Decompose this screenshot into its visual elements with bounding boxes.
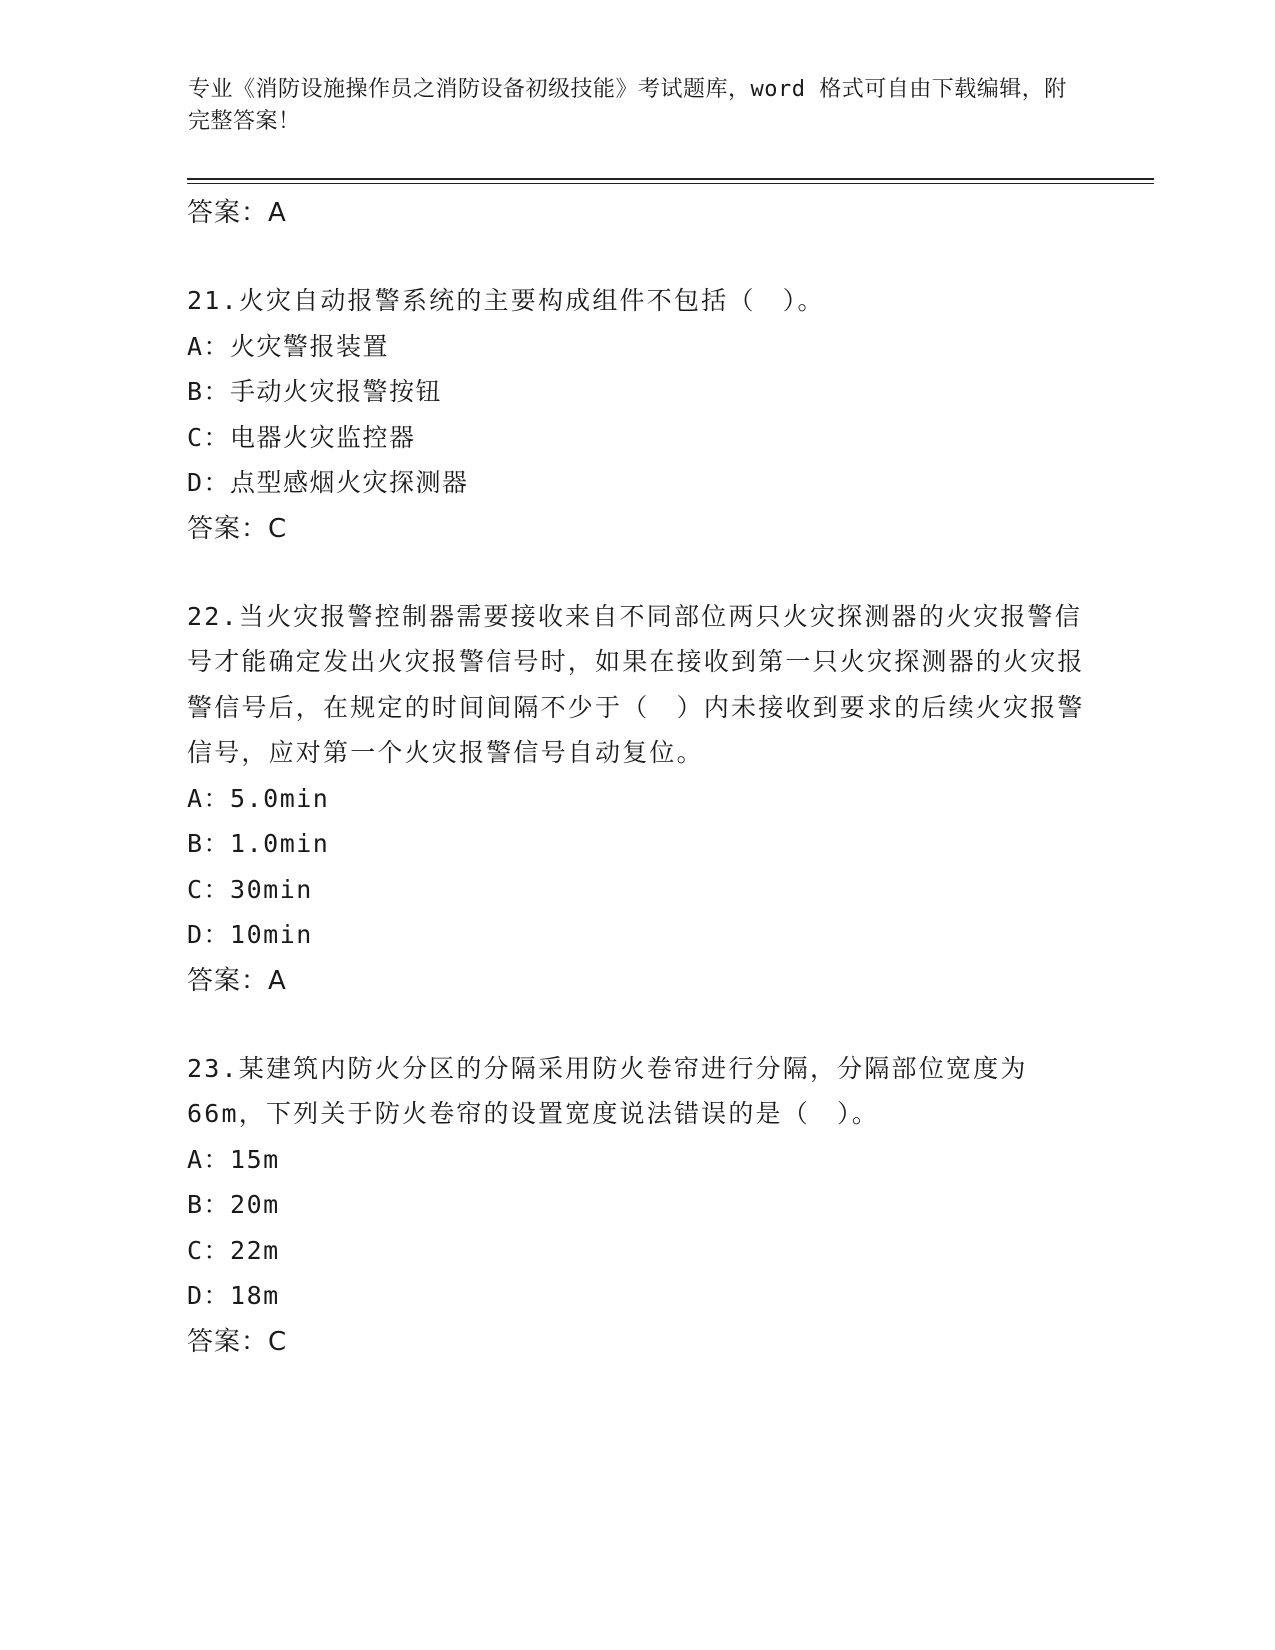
question-stem: 22.当火灾报警控制器需要接收来自不同部位两只火灾探测器的火灾报警信号才能确定发出火灾报警信号时，如果在接收到第一只火灾探测器的火灾报警信号后，在规定的时间间隔不少于（ ）内未接收到要求的后续火灾报警信号，应对第一个火灾报警信号自动复位。 — [187, 601, 1085, 767]
question-21 — [187, 278, 1087, 552]
answer-line: 答案：A — [187, 965, 287, 996]
option-d: D：18m — [187, 1281, 280, 1310]
option-b: B：1.0min — [187, 829, 330, 858]
page-header: 专业《消防设施操作员之消防设备初级技能》考试题库，word 格式可自由下载编辑，附完整答案！ — [188, 77, 1067, 134]
header-rule-thin — [187, 183, 1154, 184]
previous-answer: 答案：A — [187, 198, 287, 228]
option-d: D：10min — [187, 920, 313, 949]
option-c: C：电器火灾监控器 — [187, 422, 416, 452]
option-b: B：手动火灾报警按钮 — [187, 377, 443, 406]
option-c: C：30min — [187, 874, 313, 904]
option-c: C：22m — [187, 1235, 280, 1265]
answer-line: 答案：C — [187, 1326, 288, 1357]
question-23 — [187, 1046, 1087, 1365]
question-list — [187, 190, 1087, 1407]
header-rule-thick — [187, 178, 1154, 180]
question-stem: 21.火灾自动报警系统的主要构成组件不包括（ ）。 — [187, 286, 825, 315]
option-b: B：20m — [187, 1190, 280, 1219]
option-a: A：5.0min — [187, 783, 330, 813]
option-d: D：点型感烟火灾探测器 — [187, 468, 469, 497]
option-a: A：15m — [187, 1144, 280, 1174]
answer-line: 答案：C — [187, 513, 288, 544]
question-stem: 23.某建筑内防火分区的分隔采用防火卷帘进行分隔，分隔部位宽度为66m，下列关于防火卷帘的设置宽度说法错误的是（ ）。 — [187, 1053, 1028, 1128]
option-a: A：火灾警报装置 — [187, 331, 390, 361]
question-22 — [187, 594, 1087, 1004]
